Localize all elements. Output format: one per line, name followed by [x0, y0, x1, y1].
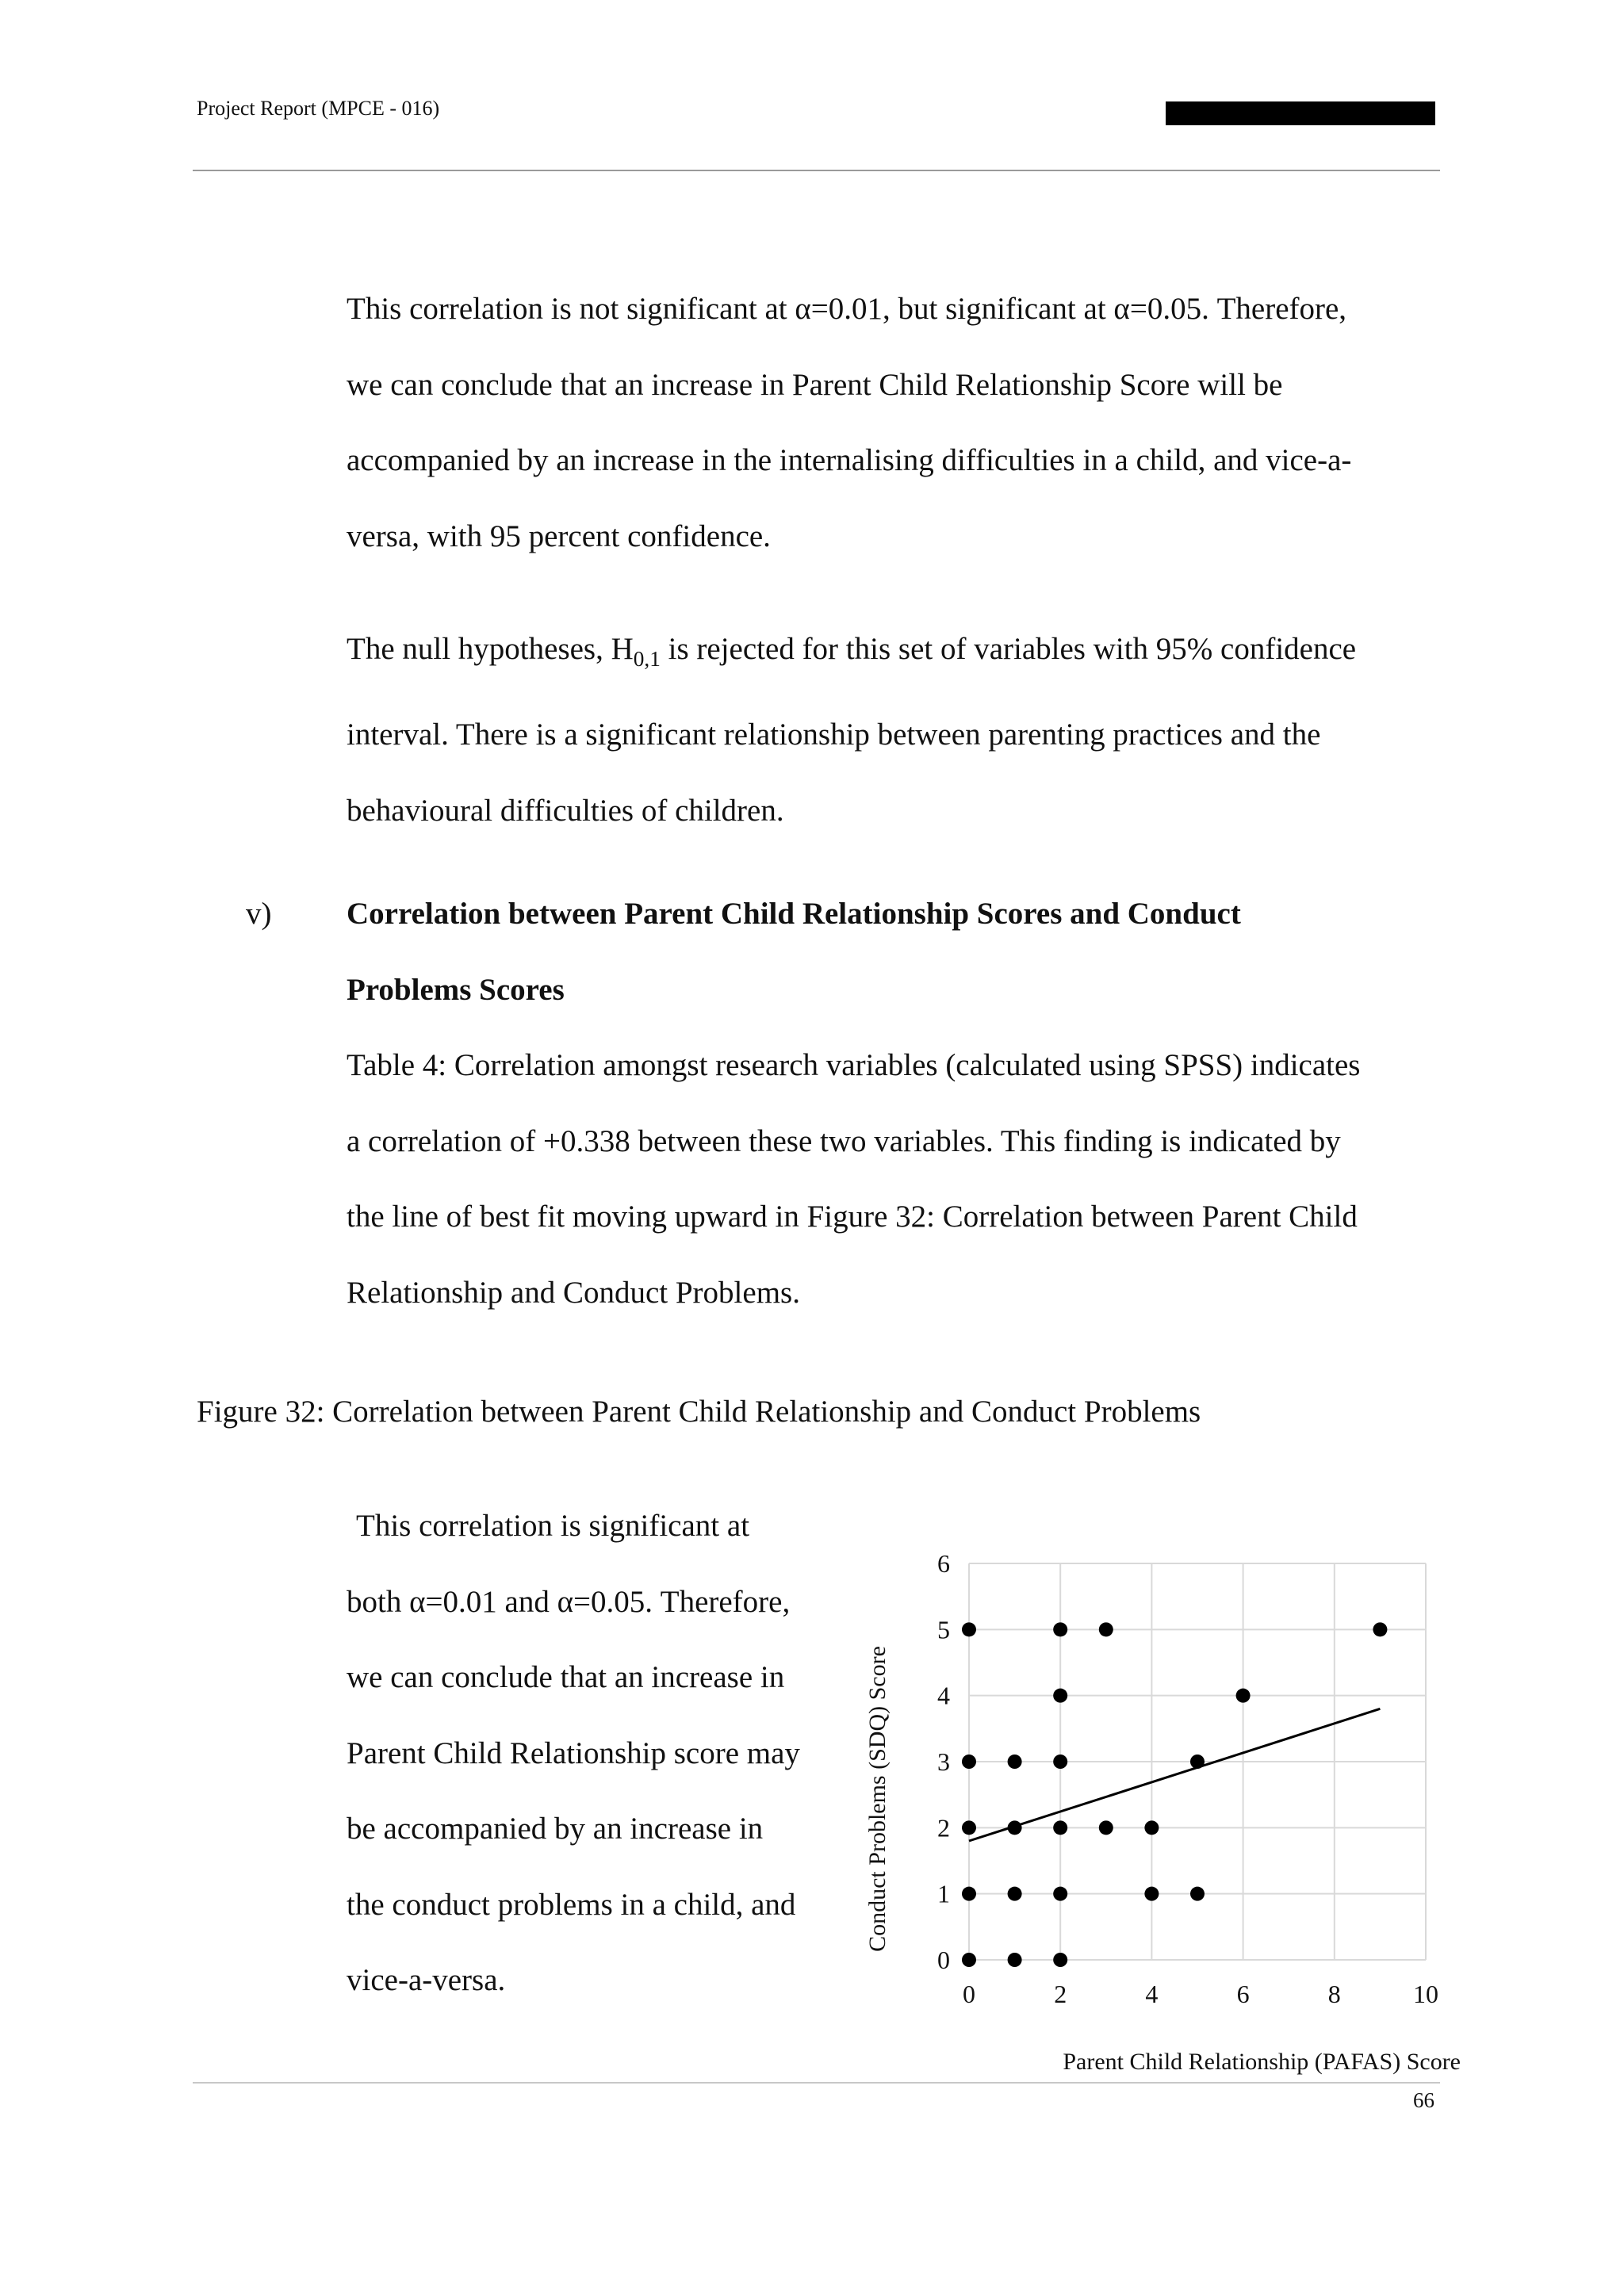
- paragraph-internalising-conclusion: [347, 271, 1449, 574]
- redacted-block: [1166, 101, 1435, 125]
- heading-line: Correlation between Parent Child Relationship Scores and Conduct: [347, 897, 1241, 931]
- section-heading: [347, 876, 1241, 1027]
- text-fragment: is rejected for this set of variables with 95% confidence: [660, 632, 1357, 666]
- x-axis-label: Parent Child Relationship (PAFAS) Score: [1063, 2049, 1461, 2075]
- x-tick-label: 8: [1327, 1980, 1341, 2008]
- data-point: [962, 1755, 976, 1769]
- text-fragment: The null hypotheses, H: [347, 632, 634, 666]
- y-tick-label: 3: [937, 1747, 950, 1776]
- text-line: we can conclude that an increase in Parent Child Relationship Score will be: [347, 367, 1283, 402]
- figure-caption: Figure 32: Correlation between Parent Child Relationship and Conduct Problems: [197, 1395, 1201, 1429]
- text-line: This correlation is significant at: [356, 1509, 750, 1543]
- data-point: [1190, 1755, 1205, 1769]
- data-point: [1053, 1755, 1067, 1769]
- data-point: [1053, 1820, 1067, 1835]
- section-number: v): [246, 897, 272, 931]
- text-line: both α=0.01 and α=0.05. Therefore,: [347, 1584, 791, 1619]
- y-tick-label: 4: [937, 1681, 950, 1710]
- x-tick-label: 6: [1236, 1980, 1250, 2008]
- point-layer: [962, 1622, 1387, 1967]
- data-point: [1008, 1820, 1022, 1835]
- data-point: [1144, 1820, 1159, 1835]
- text-line: interval. There is a significant relationship between parenting practices and the: [347, 718, 1321, 752]
- data-point: [962, 1820, 976, 1835]
- data-point: [1008, 1953, 1022, 1967]
- data-point: [1053, 1689, 1067, 1703]
- x-tick-label: 0: [963, 1980, 975, 2008]
- data-point: [1236, 1689, 1251, 1703]
- running-header-title: Project Report (MPCE - 016): [197, 97, 440, 120]
- text-line: the conduct problems in a child, and: [347, 1887, 796, 1922]
- y-tick-label: 2: [937, 1813, 950, 1843]
- text-line: behavioural difficulties of children.: [347, 793, 784, 828]
- x-tick-label: 4: [1145, 1980, 1159, 2008]
- text-line: be accompanied by an increase in: [347, 1812, 764, 1846]
- data-point: [1008, 1887, 1022, 1901]
- y-axis-label: Conduct Problems (SDQ) Score: [864, 1646, 891, 1952]
- x-tick-label: 2: [1054, 1980, 1067, 2008]
- text-line: Relationship and Conduct Problems.: [347, 1275, 800, 1310]
- data-point: [962, 1622, 976, 1636]
- text-line: Table 4: Correlation amongst research variables (calculated using SPSS) indicates: [347, 1048, 1361, 1082]
- paragraph-correlation-value: [347, 1027, 1449, 1330]
- heading-line: Problems Scores: [347, 972, 565, 1007]
- data-point: [1144, 1887, 1159, 1901]
- y-tick-label: 6: [937, 1549, 950, 1578]
- footer-rule: [193, 2082, 1440, 2084]
- data-point: [962, 1953, 976, 1967]
- y-tick-label: 5: [937, 1615, 950, 1644]
- y-tick-label: 1: [937, 1879, 950, 1908]
- data-point: [1190, 1887, 1205, 1901]
- data-point: [1053, 1622, 1067, 1636]
- y-tick-label: 0: [937, 1946, 950, 1974]
- data-point: [1008, 1755, 1022, 1769]
- data-point: [1099, 1622, 1113, 1636]
- data-point: [1053, 1887, 1067, 1901]
- x-tick-label: 10: [1413, 1980, 1438, 2008]
- text-line: we can conclude that an increase in: [347, 1660, 785, 1694]
- text-line: This correlation is not significant at α=0.01, but significant at α=0.05. Therefore,: [347, 292, 1347, 326]
- text-line: a correlation of +0.338 between these two variables. This finding is indicated by: [347, 1123, 1341, 1158]
- paragraph-null-hypothesis: [347, 611, 1449, 848]
- scatter-chart: [856, 1530, 1475, 2077]
- data-point: [1053, 1953, 1067, 1967]
- text-line: vice-a-versa.: [347, 1963, 506, 1997]
- paragraph-significance: [347, 1488, 800, 2019]
- text-line: the line of best fit moving upward in Figure 32: Correlation between Parent Child: [347, 1200, 1358, 1234]
- data-point: [1373, 1622, 1387, 1636]
- text-line: [347, 611, 1449, 697]
- data-point: [1099, 1820, 1113, 1835]
- text-line: versa, with 95 percent confidence.: [347, 519, 771, 553]
- tick-label-layer: [937, 1549, 1438, 2008]
- data-point: [962, 1887, 976, 1901]
- trendline-layer: [969, 1709, 1380, 1841]
- text-line: Parent Child Relationship score may: [347, 1735, 800, 1770]
- text-line: accompanied by an increase in the internalising difficulties in a child, and vice-a-: [347, 443, 1352, 477]
- trendline: [969, 1709, 1380, 1841]
- header-rule: [193, 170, 1440, 171]
- subscript: 0,1: [633, 646, 661, 671]
- page-number: 66: [1413, 2088, 1434, 2112]
